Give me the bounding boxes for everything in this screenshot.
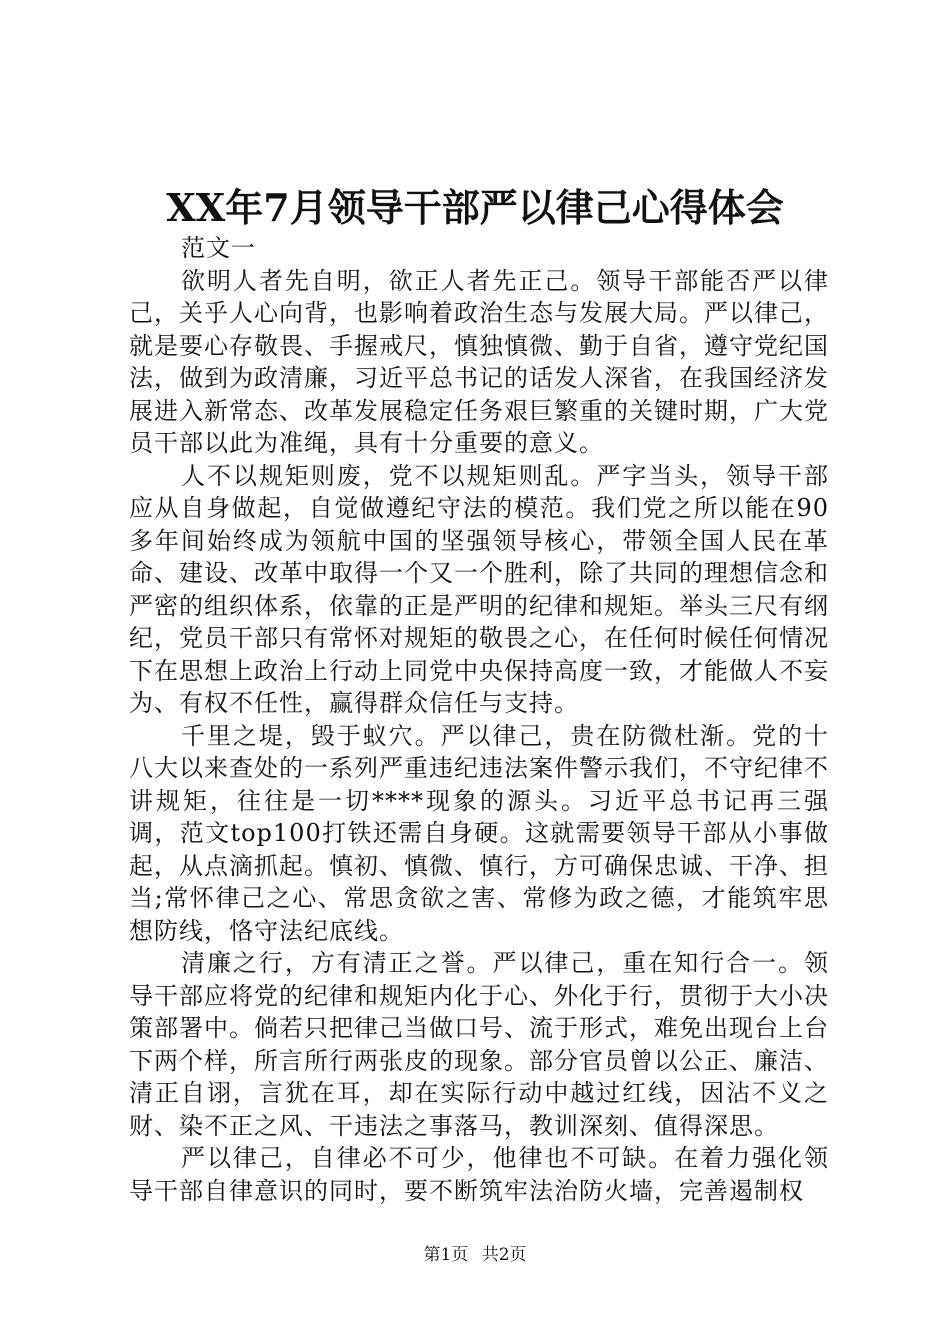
page-number-current: 第1页 xyxy=(423,1245,469,1265)
body-paragraph: 千里之堤，毁于蚁穴。严以律己，贵在防微杜渐。党的十八大以来查处的一系列严重违纪违法案件警示我们，不守纪律不讲规矩，往往是一切****现象的源头。习近平总书记再三强调，范文top100打铁还需自身硬。这就需要领导干部从小事做起，从点滴抓起。慎初、慎微、慎行，方可确保忠诚、干净、担当;常怀律己之心、常思贪欲之害、常修为政之德，才能筑牢思想防线，恪守法纪底线。 xyxy=(129,721,829,945)
document-title: XX年7月领导干部严以律己心得体会 xyxy=(166,185,784,230)
document-body xyxy=(129,232,829,1207)
body-paragraph: 严以律己，自律必不可少，他律也不可缺。在着力强化领导干部自律意识的同时，要不断筑牢法治防火墙，完善遏制权 xyxy=(129,1144,829,1205)
body-paragraph: 欲明人者先自明，欲正人者先正己。领导干部能否严以律己，关乎人心向背，也影响着政治生态与发展大局。严以律己，就是要心存敬畏、手握戒尺，慎独慎微、勤于自省，遵守党纪国法，做到为政清廉，习近平总书记的话发人深省，在我国经济发展进入新常态、改革发展稳定任务艰巨繁重的关键时期，广大党员干部以此为准绳，具有十分重要的意义。 xyxy=(129,266,829,457)
body-paragraph: 清廉之行，方有清正之誉。严以律己，重在知行合一。领导干部应将党的纪律和规矩内化于心、外化于行，贯彻于大小决策部署中。倘若只把律己当做口号、流于形式，难免出现台上台下两个样，所言所行两张皮的现象。部分官员曾以公正、廉洁、清正自诩，言犹在耳，却在实际行动中越过红线，因沾不义之财、染不正之风、干违法之事落马，教训深刻、值得深思。 xyxy=(129,949,829,1140)
page-footer xyxy=(0,1243,950,1267)
body-paragraph: 人不以规矩则废，党不以规矩则乱。严字当头，领导干部应从自身做起，自觉做遵纪守法的模范。我们党之所以能在90多年间始终成为领航中国的坚强领导核心，带领全国人民在革命、建设、改革中取得一个又一个胜利，除了共同的理想信念和严密的组织体系，依靠的正是严明的纪律和规矩。举头三尺有纲纪，党员干部只有常怀对规矩的敬畏之心，在任何时候任何情况下在思想上政治上行动上同党中央保持高度一致，才能做人不妄为、有权不任性，赢得群众信任与支持。 xyxy=(129,461,829,717)
page-number-total: 共2页 xyxy=(481,1245,527,1265)
section-label: 范文一 xyxy=(181,234,256,262)
